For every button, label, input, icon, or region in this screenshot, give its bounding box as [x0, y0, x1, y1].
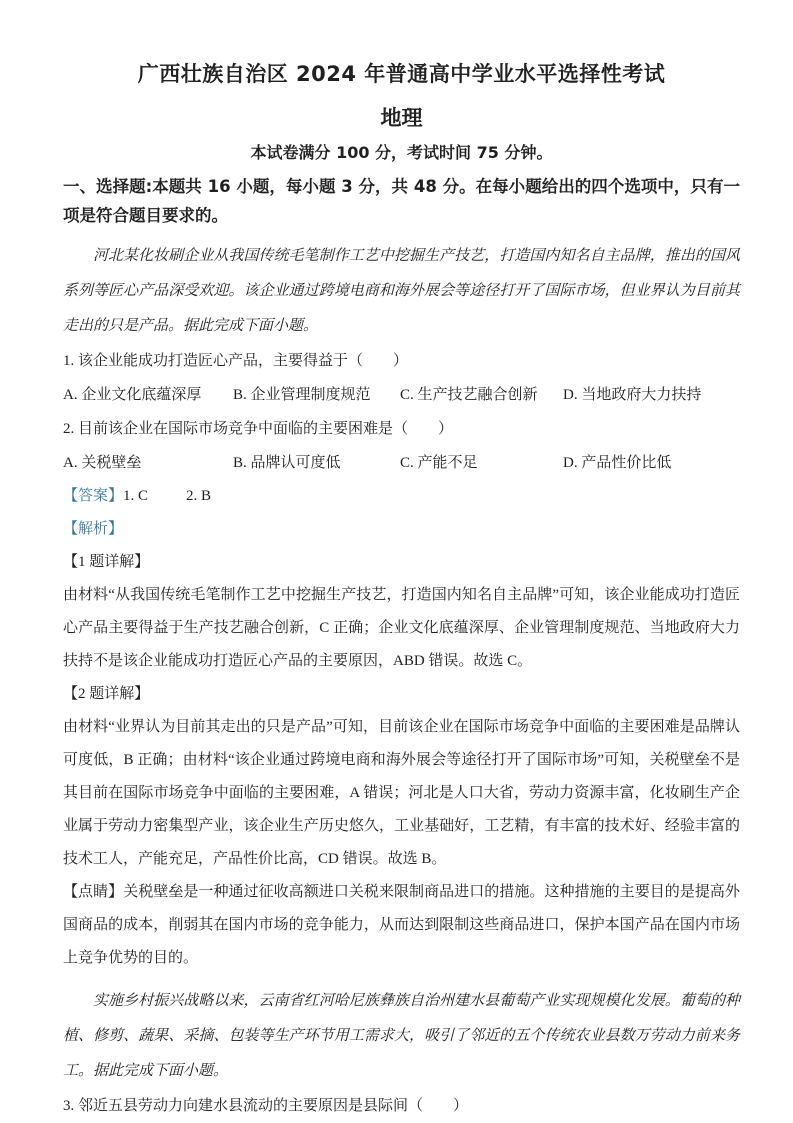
detail-2-heading: 【2 题详解】 [63, 686, 150, 702]
answer-label: 【答案】 [63, 488, 124, 504]
question-2-option-a: A. 关税壁垒 [63, 455, 142, 471]
analysis-label: 【解析】 [63, 521, 124, 537]
question-2-option-d: D. 产品性价比低 [563, 455, 672, 471]
material-paragraph-2: 实施乡村振兴战略以来，云南省红河哈尼族彝族自治州建水县葡萄产业实现规模化发展。葡萄的种植、修剪、蔬果、采摘、包装等生产环节用工需求大，吸引了邻近的五个传统农业县数万劳动力前来务工。据此完成下面小题。 [63, 993, 740, 1079]
analysis-line [63, 513, 740, 546]
question-1-options [63, 378, 740, 412]
question-1-option-d: D. 当地政府大力扶持 [563, 387, 702, 403]
answer-line [63, 480, 740, 513]
question-1-stem: 1. 该企业能成功打造匠心产品，主要得益于（ ） [63, 353, 409, 369]
tip-paragraph [63, 876, 740, 975]
question-2-options [63, 446, 740, 480]
tip-body: 关税壁垒是一种通过征收高额进口关税来限制商品进口的措施。这种措施的主要目的是提高外国商品的成本，削弱其在国内市场的竞争能力，从而达到限制这些商品进口，保护本国产品在国内市场上竞争优势的目的。 [63, 884, 740, 966]
question-2-option-c: C. 产能不足 [400, 455, 478, 471]
question-1-option-a: A. 企业文化底蕴深厚 [63, 387, 202, 403]
page-title: 广西壮族自治区 2024 年普通高中学业水平选择性考试 [137, 62, 666, 86]
detail-1-body: 由材料“从我国传统毛笔制作工艺中挖掘生产技艺，打造国内知名自主品牌”可知，该企业能成功打造匠心产品主要得益于生产技艺融合创新，C 正确；企业文化底蕴深厚、企业管理制度规范、当地政府大力扶持不是该企业能成功打造匠心产品的主要原因，ABD 错误。故选 C。 [63, 587, 740, 669]
question-1-option-c: C. 生产技艺融合创新 [400, 387, 538, 403]
detail-2-body: 由材料“业界认为目前其走出的只是产品”可知，目前该企业在国际市场竞争中面临的主要困难是品牌认可度低，B 正确；由材料“该企业通过跨境电商和海外展会等途径打开了国际市场”可知，关税壁垒不是其目前在国际市场竞争中面临的主要困难，A 错误；河北是人口大省，劳动力资源丰富，化妆刷生产企业属于劳动力密集型产业，该企业生产历史悠久，工业基础好，工艺精，有丰富的技术好、经验丰富的技术工人，产能充足，产品性价比高，CD 错误。故选 B。 [63, 719, 740, 867]
section-heading: 一、选择题:本题共 16 小题，每小题 3 分，共 48 分。在每小题给出的四个选项中，只有一项是符合题目要求的。 [63, 177, 740, 225]
exam-info: 本试卷满分 100 分，考试时间 75 分钟。 [250, 143, 553, 162]
question-1-option-b: B. 企业管理制度规范 [233, 387, 371, 403]
question-2-stem: 2. 目前该企业在国际市场竞争中面临的主要困难是（ ） [63, 421, 454, 437]
subject-title: 地理 [380, 106, 423, 130]
question-2-option-b: B. 品牌认可度低 [233, 455, 341, 471]
question-3-stem: 3. 邻近五县劳动力向建水县流动的主要原因是县际间（ ） [63, 1098, 469, 1114]
detail-1-heading: 【1 题详解】 [63, 554, 150, 570]
tip-label: 【点睛】 [63, 884, 124, 900]
answer-item-1: 1. C [123, 488, 149, 504]
material-paragraph-1: 河北某化妆刷企业从我国传统毛笔制作工艺中挖掘生产技艺，打造国内知名自主品牌，推出的国风系列等匠心产品深受欢迎。该企业通过跨境电商和海外展会等途径打开了国际市场，但业界认为目前其走出的只是产品。据此完成下面小题。 [63, 248, 740, 334]
answer-item-2: 2. B [186, 488, 212, 504]
